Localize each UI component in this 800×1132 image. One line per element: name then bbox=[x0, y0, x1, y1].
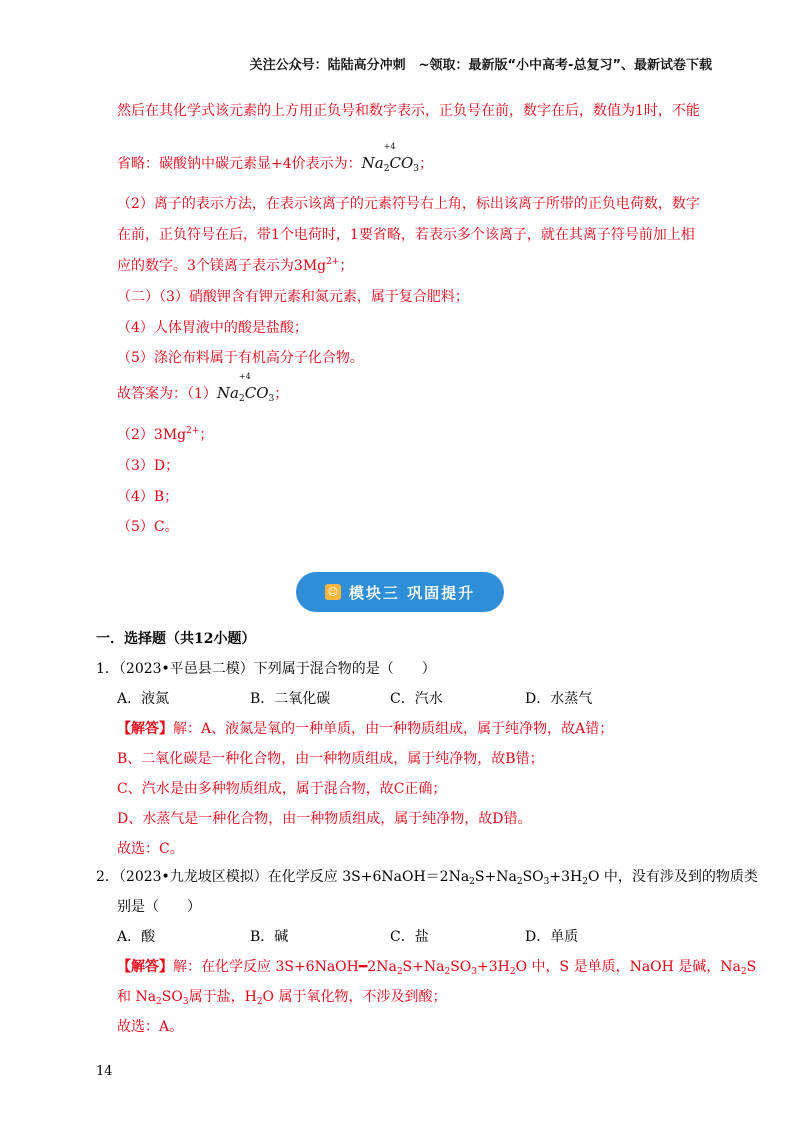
question-2-answer-line-1: 【解答】解：在化学反应 $3S+6NaOH━2Na_2S+Na_2SO_3+3H_2O$ 中，S 是单质，NaOH 是碱，$Na_2S$ bbox=[117, 959, 757, 977]
question-2-option-b: B．碱 bbox=[250, 929, 289, 945]
question-2-answer-line-2: 和 $Na_2SO_3$属于盐，$H_2O$ 属于氧化物，不涉及到酸； bbox=[117, 989, 447, 1007]
valence-mark: +4 bbox=[238, 372, 251, 381]
answer-tag: 【解答】 bbox=[117, 721, 173, 737]
question-2-option-d: D．单质 bbox=[525, 929, 579, 945]
answer-line-3: （3）D； bbox=[117, 458, 180, 474]
module-banner bbox=[296, 572, 504, 612]
question-1-answer-line-4: D、水蒸气是一种化合物，由一种物质组成，属于纯净物，故D错。 bbox=[117, 811, 532, 827]
question-2-stem-line-2: 别是（ ） bbox=[117, 899, 201, 915]
explanation-line-7: （4）人体胃液中的酸是盐酸； bbox=[117, 320, 308, 336]
question-2-answer-line-3: 故选：A。 bbox=[117, 1019, 184, 1035]
section-title: 一．选择题（共12小题） bbox=[96, 631, 256, 647]
valence-mark: +4 bbox=[383, 142, 396, 151]
question-1-answer-line-5: 故选：C。 bbox=[117, 841, 184, 857]
answer-tag: 【解答】 bbox=[117, 959, 173, 975]
answer-line-1: 故答案为：（1） +4 $Na_2CO_3$； bbox=[117, 372, 289, 404]
sodium-carbonate-formula: +4 $Na_2CO_3$ bbox=[361, 142, 419, 174]
answer-line-5: （5）C。 bbox=[117, 519, 179, 535]
explanation-line-2: 省略：碳酸钠中碳元素显+4价表示为： +4 $Na_2CO_3$； bbox=[117, 142, 433, 174]
answer-line-2: $(2)3Mg^{2+}$； bbox=[117, 426, 214, 443]
question-2-option-a: A．酸 bbox=[117, 929, 156, 945]
explanation-line-1: 然后在其化学式该元素的上方用正负号和数字表示，正负号在前，数字在后，数值为1时，不能 bbox=[117, 103, 700, 119]
question-1-option-c: C．汽水 bbox=[390, 691, 443, 707]
module-banner-text: 模块三 巩固提升 bbox=[348, 583, 476, 602]
explanation-line-4: 在前，正负符号在后，带1个电荷时，1要省略，若表示多个该离子，就在其离子符号前加上相 bbox=[117, 227, 695, 243]
question-1-answer-line-1: 【解答】解：A、液氮是氧的一种单质，由一种物质组成，属于纯净物，故A错； bbox=[117, 721, 614, 737]
question-2-stem-line-1: 2．（2023•九龙坡区模拟）在化学反应 $3S+6NaOH=2Na_2S+Na_2SO_3+3H_2O$ 中，没有涉及到的物质类 bbox=[96, 869, 758, 887]
question-1-option-a: A．液氮 bbox=[117, 691, 170, 707]
explanation-line-5: 应的数字。3个镁离子表示为$3Mg^{2+}$； bbox=[117, 257, 354, 274]
question-1-option-b: B．二氧化碳 bbox=[250, 691, 331, 707]
explanation-line-6: （二）（3）硝酸钾含有钾元素和氮元素，属于复合肥料； bbox=[117, 289, 469, 305]
explanation-line-2-text: 省略：碳酸钠中碳元素显+4价表示为： bbox=[117, 156, 362, 172]
explanation-line-3: （2）离子的表示方法，在表示该离子的元素符号右上角，标出该离子所带的正负电荷数，数字 bbox=[117, 196, 700, 212]
sodium-carbonate-formula-answer: +4 $Na_2CO_3$ bbox=[216, 372, 275, 404]
question-1-stem: 1．（2023•平邑县二模）下列属于混合物的是（ ） bbox=[96, 661, 436, 677]
page-number: 14 bbox=[96, 1064, 113, 1079]
question-1-answer-line-3: C、汽水是由多种物质组成，属于混合物，故C正确； bbox=[117, 781, 447, 797]
answer-line-4: （4）B； bbox=[117, 489, 179, 505]
question-1-option-d: D．水蒸气 bbox=[525, 691, 593, 707]
page-header: 关注公众号：陆陆高分冲刺 ~领取：最新版“小中高考-总复习”、最新试卷下载 bbox=[249, 58, 712, 73]
smile-icon: ☺ bbox=[325, 584, 341, 600]
question-2-option-c: C．盐 bbox=[390, 929, 429, 945]
explanation-line-8: （5）涤沦布料属于有机高分子化合物。 bbox=[117, 350, 364, 366]
question-1-answer-line-2: B、二氧化碳是一种化合物，由一种物质组成，属于纯净物，故B错； bbox=[117, 751, 544, 767]
